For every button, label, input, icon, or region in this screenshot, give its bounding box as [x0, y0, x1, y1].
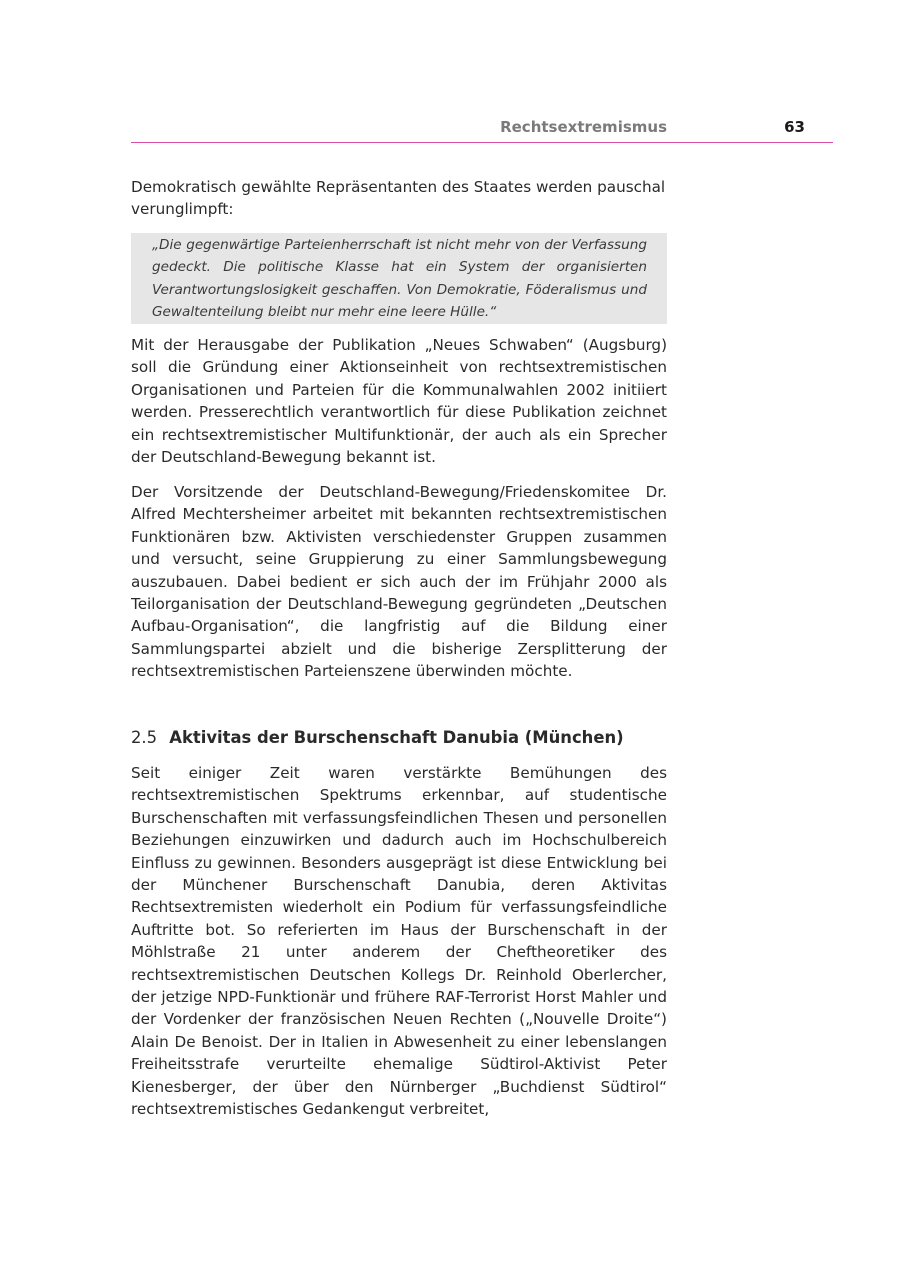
- paragraph-danubia: [131, 762, 667, 1121]
- running-header: [131, 116, 833, 143]
- paragraph-neues-schwaben: [131, 334, 667, 468]
- paragraph-text: Mit der Herausgabe der Publikation „Neues Schwaben“ (Augsburg) soll die Gründung einer Aktionseinheit von rechtsextremistischen Organisationen und Parteien für die Kommunalwahlen 2002 initiiert werden. Presserechtlich verantwortlich für diese Publikation zeichnet ein rechtsextremistischer Multifunktionär, der auch als ein Sprecher der Deutschland-Bewegung bekannt ist.: [131, 336, 667, 467]
- paragraph-deutschland-bewegung: [131, 481, 667, 683]
- paragraph-text: Seit einiger Zeit waren verstärkte Bemühungen des rechtsextremistischen Spektrums erkennbar, auf studentische Burschenschaften mit verfassungsfeindlichen Thesen und personellen Beziehungen einzuwirken und dadurch auch im Hochschulbereich Einfluss zu gewinnen. Besonders ausgeprägt ist diese Entwicklung bei der Münchener Burschenschaft Danubia, deren Aktivitas Rechtsextremisten wiederholt ein Podium für verfassungsfeindliche Auftritte bot. So referierten im Haus der Burschenschaft in der Möhlstraße 21 unter anderem der Cheftheoretiker des rechtsextremistischen Deutschen Kollegs Dr. Reinhold Oberlercher, der jetzige NPD-Funktionär und frühere RAF-Terrorist Horst Mahler und der Vordenker der französischen Neuen Rechten („Nouvelle Droite“) Alain De Benoist. Der in Italien in Abwesenheit zu einer lebenslangen Freiheitsstrafe verurteilte ehemalige Südtirol-Aktivist Peter Kienesberger, der über den Nürnberger „Buchdienst Südtirol“ rechtsextremistisches Gedankengut verbreitet,: [131, 764, 667, 1119]
- intro-text: Demokratisch gewählte Repräsentanten des Staates werden pauschal verunglimpft:: [131, 178, 666, 219]
- page-number: 63: [784, 118, 805, 136]
- section-title: Aktivitas der Burschenschaft Danubia (München): [169, 728, 624, 747]
- section-heading: [131, 727, 691, 749]
- intro-paragraph: [131, 176, 667, 221]
- section-number: 2.5: [131, 728, 158, 747]
- quote-text: „Die gegenwärtige Parteienherrschaft ist nicht mehr von der Verfassung gedeckt. Die politische Klasse hat ein System der organisierten Verantwortungslosigkeit geschaffen. Von Demokratie, Föderalismus und Gewaltenteilung bleibt nur mehr eine leere Hülle.“: [152, 237, 647, 321]
- paragraph-text: Der Vorsitzende der Deutschland-Bewegung/Friedenskomitee Dr. Alfred Mechtersheimer arbeitet mit bekannten rechtsextremistischen Funktionären bzw. Aktivisten verschiedenster Gruppen zusammen und versucht, seine Gruppierung zu einer Sammlungsbewegung auszubauen. Dabei bedient er sich auch der im Frühjahr 2000 als Teilorganisation der Deutschland-Bewegung gegründeten „Deutschen Aufbau-Organisation“, die langfristig auf die Bildung einer Sammlungspartei abzielt und die bisherige Zersplitterung der rechtsextremistischen Parteienszene überwinden möchte.: [131, 483, 667, 681]
- header-section-title: Rechtsextremismus: [500, 118, 667, 136]
- quote-block: [131, 233, 667, 324]
